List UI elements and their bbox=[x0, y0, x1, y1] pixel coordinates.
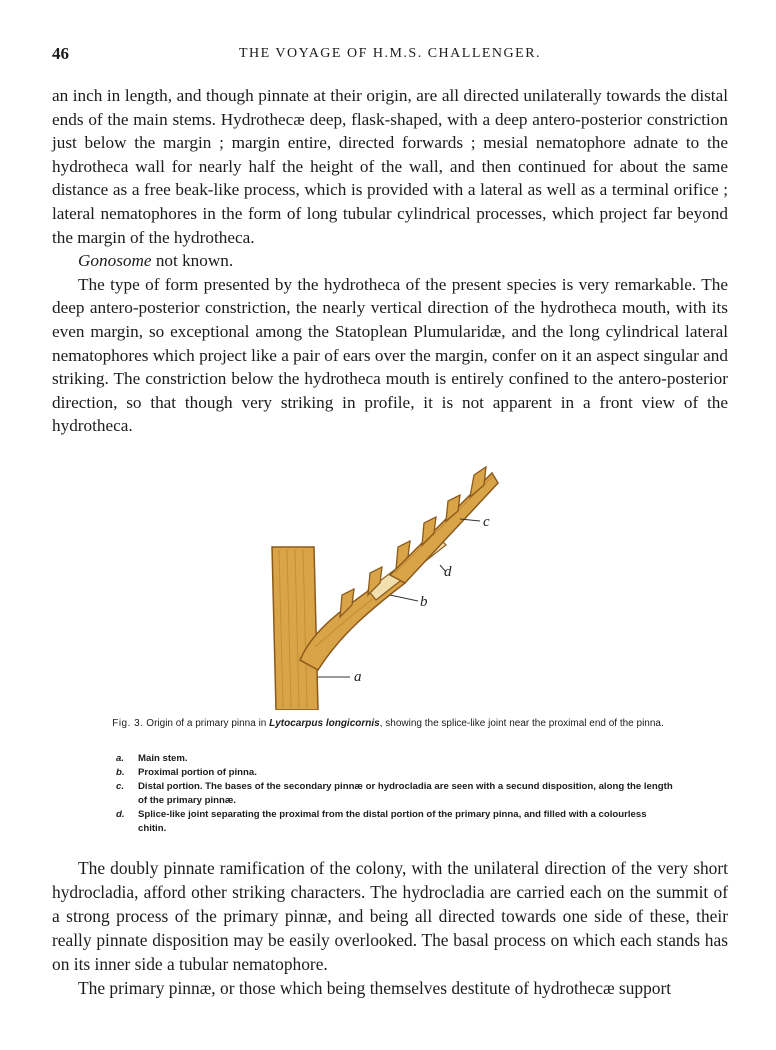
page-number: 46 bbox=[52, 44, 69, 63]
figure-caption bbox=[100, 716, 676, 731]
paragraph-remarks: The type of form presented by the hydrotheca of the present species is very remarkable. The deep antero-posterior constriction, the nearly vertical direction of the hydrotheca mouth, with its even margin, so exceptional among the Statoplean Plumularidæ, and the long cylindrical lateral nematophores which project like a pair of ears over the margin, confer on it an aspect singular and striking. The constriction below the hydrotheca mouth is entirely confined to the antero-posterior direction, so that though very striking in profile, it is not apparent in a front view of the hydrotheca. bbox=[52, 274, 728, 436]
gonosome-text: not known. bbox=[151, 251, 234, 271]
legend-key: c. bbox=[116, 781, 125, 792]
running-title: THE VOYAGE OF H.M.S. CHALLENGER. bbox=[238, 46, 542, 61]
legend-item-a bbox=[116, 752, 676, 766]
figure-legend bbox=[116, 752, 676, 836]
legend-item-b bbox=[116, 766, 676, 780]
legend-key: b. bbox=[116, 767, 125, 778]
paragraph-primary-pinnae: The primary pinnæ, or those which being themselves destitute of hydrothecæ support bbox=[78, 978, 672, 998]
figure-illustration bbox=[270, 455, 510, 710]
legend-text: Splice-like joint separating the proximal from the distal portion of the primary pinna, and filled with a colourless chitin. bbox=[138, 809, 647, 834]
gonosome-label: Gonosome bbox=[78, 251, 152, 271]
paragraph-continuation: an inch in length, and though pinnate at their origin, are all directed unilaterally towards the distal ends of the main stems. Hydrothecæ deep, flask-shaped, with a deep antero-posterior constriction just below the margin ; margin entire, directed forwards ; mesial nematophore adnate to the hydrotheca wall for nearly half the height of the wall, and then continued for about the same distance as a free beak-like process, which is provided with a lateral as well as a terminal orifice ; lateral nematophores in the form of long tubular cylindrical processes, which project far beyond the margin of the hydrotheca. bbox=[52, 86, 728, 247]
figure-label: Fig. 3. bbox=[112, 718, 144, 729]
hydrocladia-bases bbox=[340, 467, 486, 617]
label-d: d bbox=[444, 564, 452, 580]
description-text bbox=[52, 84, 728, 438]
legend-text: Proximal portion of pinna. bbox=[138, 767, 257, 778]
label-a: a bbox=[354, 669, 362, 685]
caption-after: , showing the splice-like joint near the proximal end of the pinna. bbox=[379, 718, 664, 729]
legend-text: Distal portion. The bases of the secondary pinnæ or hydrocladia are seen with a secund disposition, along the length of the primary pinnæ. bbox=[138, 781, 673, 806]
legend-key: d. bbox=[116, 809, 125, 820]
label-b: b bbox=[420, 594, 428, 610]
continued-text bbox=[52, 856, 728, 1000]
label-c: c bbox=[483, 514, 490, 530]
legend-item-d bbox=[116, 808, 676, 836]
page-header bbox=[52, 44, 728, 68]
caption-before: Origin of a primary pinna in bbox=[146, 718, 270, 729]
main-stem bbox=[272, 547, 318, 710]
pinna-drawing bbox=[270, 455, 510, 710]
paragraph-ramification: The doubly pinnate ramification of the colony, with the unilateral direction of the very short hydrocladia, afford other striking characters. The hydrocladia are carried each on the summit of a strong process of the primary pinnæ, and being all directed towards one side of these, their really pinnate disposition may be easily overlooked. The basal process on which each stands has on its inner side a tubular nematophore. bbox=[52, 858, 728, 974]
legend-key: a. bbox=[116, 753, 125, 764]
leader-b bbox=[390, 595, 418, 601]
paragraph-gonosome bbox=[52, 249, 728, 273]
legend-item-c bbox=[116, 780, 676, 808]
legend-text: Main stem. bbox=[138, 753, 188, 764]
caption-species: Lytocarpus longicornis bbox=[269, 718, 380, 729]
